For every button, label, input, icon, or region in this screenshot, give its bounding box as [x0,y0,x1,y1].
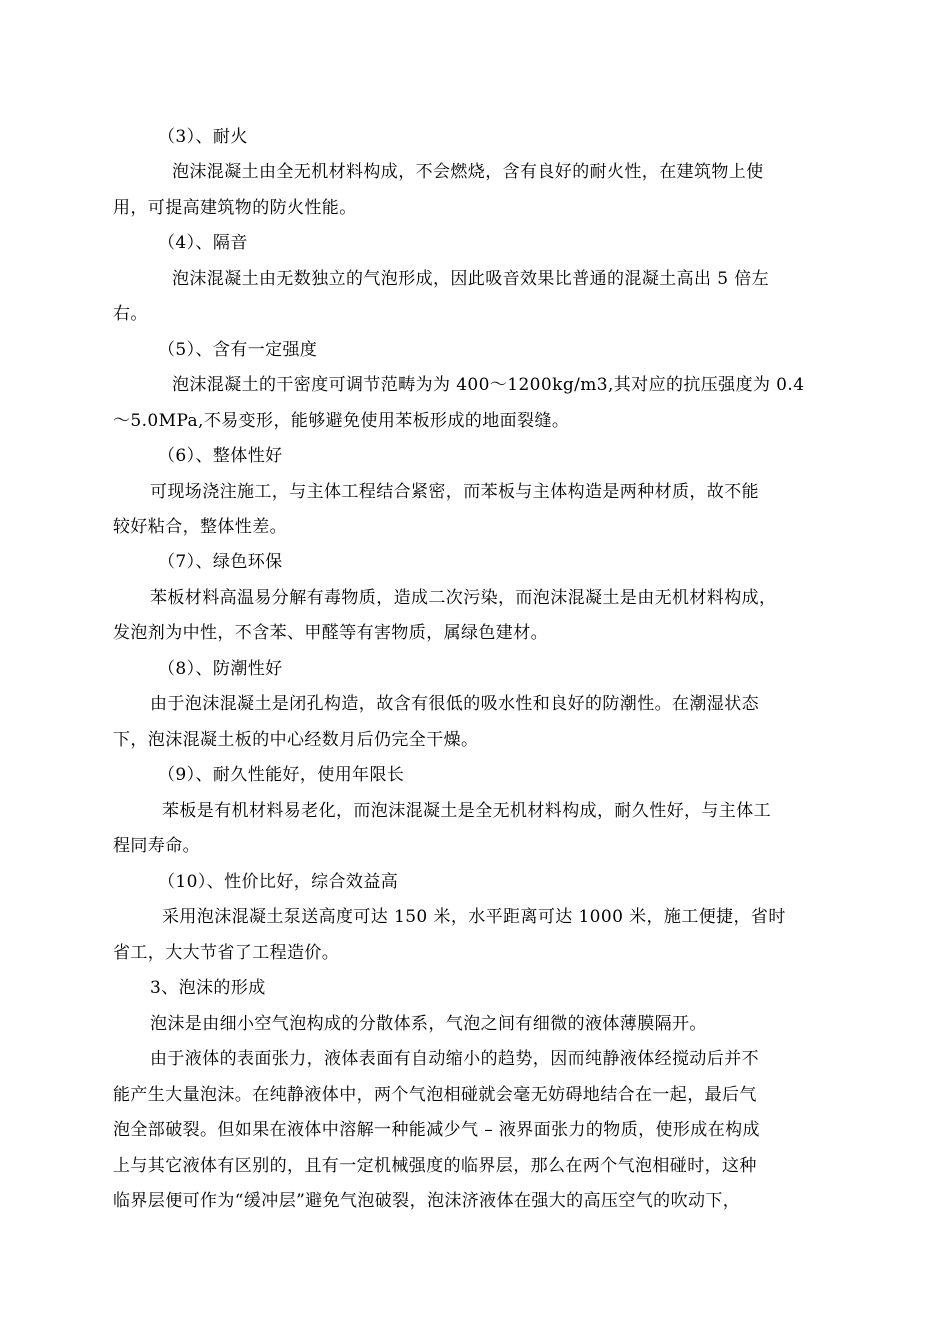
paragraph-line: 采用泡沫混凝土泵送高度可达 150 米，水平距离可达 1000 米，施工便捷，省时 [162,907,786,927]
heading-durability: （9）、耐久性能好，使用年限长 [158,765,405,785]
heading-moisture: （8）、防潮性好 [158,659,283,679]
paragraph-line: 程同寿命。 [113,836,200,856]
paragraph-line: 较好粘合，整体性差。 [113,517,287,537]
paragraph-line: 上与其它液体有区别的，且有一定机械强度的临界层，那么在两个气泡相碰时，这种 [113,1156,757,1176]
paragraph-line: 能产生大量泡沫。在纯静液体中，两个气泡相碰就会毫无妨碍地结合在一起，最后气 [113,1085,757,1105]
paragraph-line: ～5.0MPa,不易变形，能够避免使用苯板形成的地面裂缝。 [113,411,570,431]
heading-fire-resistance: （3）、耐火 [158,127,248,147]
paragraph-line: 由于泡沫混凝土是闭孔构造，故含有很低的吸水性和良好的防潮性。在潮湿状态 [150,694,759,714]
paragraph-line: 可现场浇注施工，与主体工程结合紧密，而苯板与主体构造是两种材质，故不能 [150,482,759,502]
paragraph-line: 用，可提高建筑物的防火性能。 [113,198,357,218]
heading-integrity: （6）、整体性好 [158,446,283,466]
paragraph-line: 由于液体的表面张力，液体表面有自动缩小的趋势，因而纯静液体经搅动后并不 [150,1049,759,1069]
heading-sound-insulation: （4）、隔音 [158,233,248,253]
paragraph-line: 泡沫混凝土由无数独立的气泡形成，因此吸音效果比普通的混凝土高出 5 倍左 [172,269,770,289]
heading-green: （7）、绿色环保 [158,552,283,572]
paragraph-line: 苯板材料高温易分解有毒物质，造成二次污染，而泡沫混凝土是由无机材料构成， [150,588,777,608]
paragraph-line: 泡沫混凝土由全无机材料构成，不会燃烧，含有良好的耐火性，在建筑物上使 [172,162,764,182]
paragraph-line: 苯板是有机材料易老化，而泡沫混凝土是全无机材料构成，耐久性好，与主体工 [162,801,771,821]
paragraph-line: 省工，大大节省了工程造价。 [113,943,340,963]
paragraph-line: 泡沫是由细小空气泡构成的分散体系，气泡之间有细微的液体薄膜隔开。 [150,1014,707,1034]
paragraph-line: 泡沫混凝土的干密度可调节范畴为为 400～1200kg/m3,其对应的抗压强度为 0.4 [172,375,805,395]
paragraph-line: 下，泡沫混凝土板的中心经数月后仍完全干燥。 [113,730,479,750]
heading-cost-performance: （10）、性价比好，综合效益高 [158,872,399,892]
paragraph-line: 临界层便可作为“缓冲层”避免气泡破裂，泡沫济液体在强大的高压空气的吹动下， [113,1191,741,1211]
paragraph-line: 发泡剂为中性，不含苯、甲醛等有害物质，属绿色建材。 [113,623,548,643]
heading-strength: （5）、含有一定强度 [158,340,318,360]
paragraph-line: 泡全部破裂。但如果在液体中溶解一种能减少气 – 液界面张力的物质，使形成在构成 [113,1120,760,1140]
paragraph-line: 右。 [113,304,148,324]
heading-foam-formation: 3、泡沫的形成 [150,978,266,998]
